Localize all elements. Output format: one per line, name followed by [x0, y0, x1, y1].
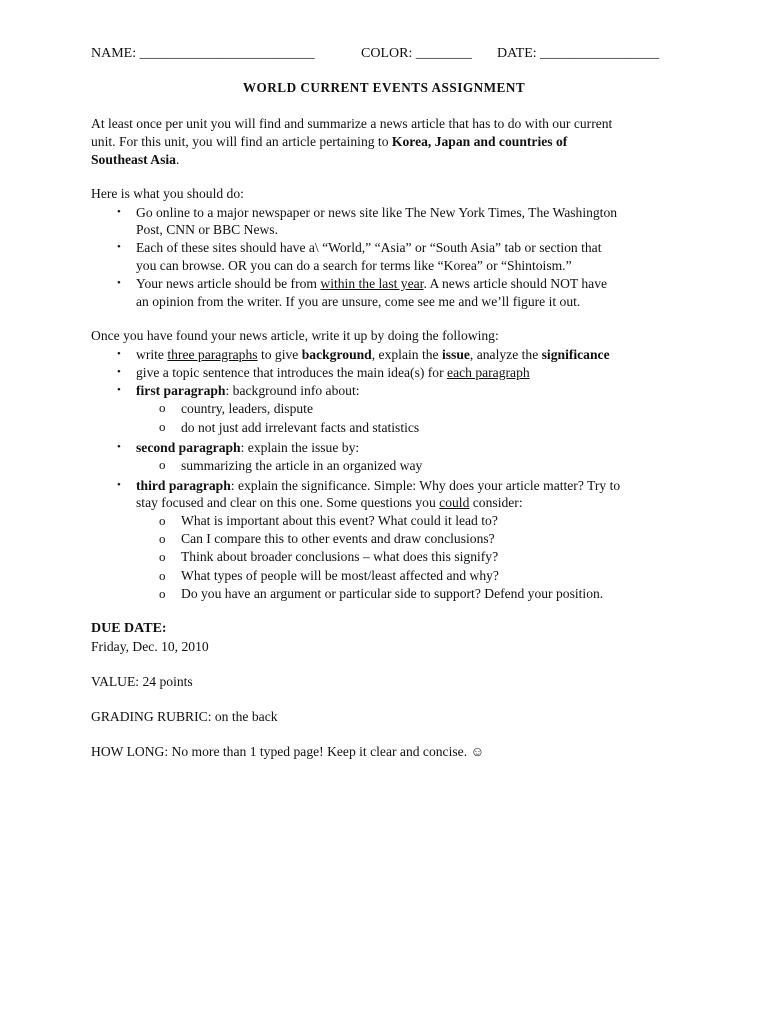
- instruction-2-line-2: you can browse. OR you can do a search for terms like “Korea” or “Shintoism.”: [136, 258, 572, 273]
- text-span: : background info about:: [225, 383, 360, 398]
- date-label: DATE:: [497, 46, 537, 61]
- date-blank: _________________: [540, 46, 660, 61]
- text-span: : explain the significance. Simple: Why does your article matter? Try to: [230, 478, 621, 493]
- instruction-1-line-1: Go online to a major newspaper or news site like The New York Times, The Washington: [136, 205, 618, 220]
- second-paragraph-sub-1: summarizing the article in an organized way: [181, 458, 423, 473]
- instruction-2-line-1: Each of these sites should have a\ “World,” “Asia” or “South Asia” tab or section that: [136, 240, 602, 255]
- sub-bullet-glyph: o: [159, 457, 166, 472]
- writeup-item-5-line-2: [136, 494, 523, 512]
- sub-bullet-glyph: o: [159, 419, 166, 434]
- sub-bullet-glyph: o: [159, 400, 166, 415]
- bullet-glyph: •: [117, 348, 121, 360]
- sub-bullet-glyph: o: [159, 568, 166, 583]
- due-date-value: Friday, Dec. 10, 2010: [91, 639, 209, 654]
- issue-bold: issue: [441, 347, 470, 362]
- third-paragraph-sub-2: Can I compare this to other events and draw conclusions?: [181, 531, 495, 546]
- third-paragraph-sub-4: What types of people will be most/least affected and why?: [181, 568, 499, 583]
- bullet-glyph: •: [117, 366, 121, 378]
- grading-rubric-line: GRADING RUBRIC: on the back: [91, 709, 278, 724]
- third-paragraph-sub-1: What is important about this event? What could it lead to?: [181, 513, 498, 528]
- text-span: : explain the issue by:: [240, 440, 360, 455]
- third-paragraph-sub-5: Do you have an argument or particular side to support? Defend your position.: [181, 586, 604, 601]
- sub-bullet-glyph: o: [159, 513, 166, 528]
- intro-line-3: [91, 151, 179, 169]
- text-span: consider:: [469, 495, 523, 510]
- name-label: NAME:: [91, 46, 137, 61]
- writeup-item-3: [136, 382, 360, 400]
- sub-bullet-glyph: o: [159, 549, 166, 564]
- bullet-glyph: •: [117, 241, 121, 253]
- writeup-item-5: [136, 477, 620, 495]
- name-field: [91, 46, 315, 62]
- text-span: give a topic sentence that introduces the main idea(s) for: [136, 365, 448, 380]
- color-label: COLOR:: [361, 46, 413, 61]
- writeup-item-2: [136, 364, 530, 382]
- date-field: [497, 46, 659, 62]
- three-paragraphs-underline: three paragraphs: [167, 347, 258, 362]
- text-span: write: [136, 347, 168, 362]
- instruction-3-text-2: . A news article should NOT have: [423, 276, 608, 291]
- instruction-1-line-2: Post, CNN or BBC News.: [136, 222, 278, 237]
- text-span: , explain the: [371, 347, 442, 362]
- intro-region-bold: Korea, Japan and countries of: [391, 134, 568, 149]
- intro-text: unit. For this unit, you will find an article pertaining to: [91, 134, 392, 149]
- writeup-heading: Once you have found your news article, write it up by doing the following:: [91, 328, 499, 343]
- first-paragraph-sub-1: country, leaders, dispute: [181, 401, 313, 416]
- value-line: VALUE: 24 points: [91, 674, 193, 689]
- due-date-label: DUE DATE:: [91, 621, 167, 636]
- first-paragraph-bold: first paragraph: [136, 383, 226, 398]
- instruction-3-line-2: an opinion from the writer. If you are unsure, come see me and we’ll figure it out.: [136, 294, 581, 309]
- each-paragraph-underline: each paragraph: [447, 365, 530, 380]
- instruction-3-text: Your news article should be from: [136, 276, 321, 291]
- bullet-glyph: •: [117, 441, 121, 453]
- within-last-year-underline: within the last year: [320, 276, 424, 291]
- writeup-item-1: [136, 346, 610, 364]
- writeup-item-4: [136, 439, 359, 457]
- bullet-glyph: •: [117, 479, 121, 491]
- second-paragraph-bold: second paragraph: [136, 440, 241, 455]
- intro-line-1: At least once per unit you will find and summarize a news article that has to do with our current: [91, 116, 613, 131]
- sub-bullet-glyph: o: [159, 531, 166, 546]
- bullet-glyph: •: [117, 206, 121, 218]
- name-blank: _________________________: [139, 46, 315, 61]
- how-long-line: HOW LONG: No more than 1 typed page! Keep it clear and concise. ☺: [91, 744, 485, 759]
- could-underline: could: [439, 495, 470, 510]
- bullet-glyph: •: [117, 384, 121, 396]
- instructions-heading: Here is what you should do:: [91, 186, 244, 201]
- instruction-3-line-1: [136, 275, 607, 293]
- intro-line-2: [91, 133, 567, 151]
- color-field: [361, 46, 472, 62]
- intro-period: .: [175, 152, 180, 167]
- sub-bullet-glyph: o: [159, 586, 166, 601]
- third-paragraph-bold: third paragraph: [136, 478, 231, 493]
- intro-region-bold-2: Southeast Asia: [91, 152, 176, 167]
- text-span: stay focused and clear on this one. Some questions you: [136, 495, 440, 510]
- text-span: , analyze the: [469, 347, 542, 362]
- page-title: WORLD CURRENT EVENTS ASSIGNMENT: [242, 80, 526, 95]
- first-paragraph-sub-2: do not just add irrelevant facts and statistics: [181, 420, 420, 435]
- background-bold: background: [301, 347, 372, 362]
- color-blank: ________: [415, 46, 472, 61]
- text-span: to give: [257, 347, 302, 362]
- bullet-glyph: •: [117, 277, 121, 289]
- third-paragraph-sub-3: Think about broader conclusions – what does this signify?: [181, 549, 499, 564]
- significance-bold: significance: [541, 347, 610, 362]
